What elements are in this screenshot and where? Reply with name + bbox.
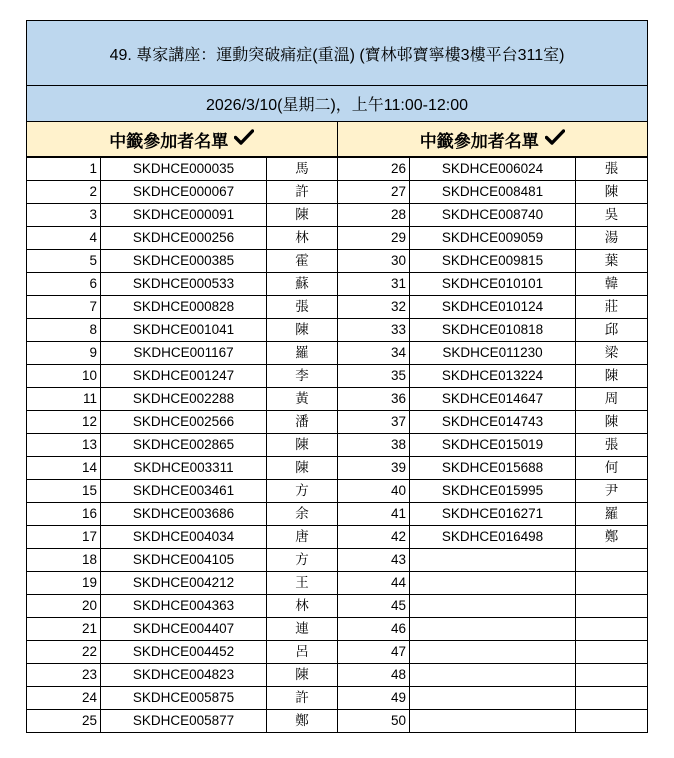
left-surname-cell: 方	[267, 480, 338, 503]
right-surname-cell: 湯	[576, 227, 648, 250]
left-code-cell: SKDHCE005875	[101, 687, 267, 710]
left-number-cell: 14	[27, 457, 101, 480]
lottery-result-sheet	[26, 20, 648, 733]
right-surname-cell: 何	[576, 457, 648, 480]
list-header-right-label: 中籤參加者名單	[419, 131, 539, 151]
table-row	[27, 388, 648, 411]
right-code-cell: SKDHCE008481	[410, 181, 576, 204]
left-number-cell: 18	[27, 549, 101, 572]
table-row	[27, 641, 648, 664]
table-row	[27, 319, 648, 342]
left-code-cell: SKDHCE004212	[101, 572, 267, 595]
table-row	[27, 296, 648, 319]
table-row	[27, 480, 648, 503]
left-surname-cell: 王	[267, 572, 338, 595]
left-surname-cell: 黃	[267, 388, 338, 411]
right-code-cell	[410, 664, 576, 687]
left-surname-cell: 方	[267, 549, 338, 572]
right-surname-cell: 吳	[576, 204, 648, 227]
right-number-cell: 30	[338, 250, 410, 273]
right-number-cell: 36	[338, 388, 410, 411]
left-code-cell: SKDHCE004363	[101, 595, 267, 618]
right-code-cell: SKDHCE016271	[410, 503, 576, 526]
left-code-cell: SKDHCE004105	[101, 549, 267, 572]
left-number-cell: 1	[27, 158, 101, 181]
list-header-left-label: 中籤參加者名單	[109, 131, 229, 151]
left-number-cell: 2	[27, 181, 101, 204]
right-number-cell: 50	[338, 710, 410, 733]
right-surname-cell: 周	[576, 388, 648, 411]
right-code-cell: SKDHCE013224	[410, 365, 576, 388]
left-number-cell: 20	[27, 595, 101, 618]
left-code-cell: SKDHCE005877	[101, 710, 267, 733]
left-number-cell: 5	[27, 250, 101, 273]
right-surname-cell: 羅	[576, 503, 648, 526]
right-surname-cell: 張	[576, 434, 648, 457]
right-code-cell	[410, 710, 576, 733]
right-surname-cell	[576, 710, 648, 733]
table-row	[27, 342, 648, 365]
left-surname-cell: 余	[267, 503, 338, 526]
event-title: 49. 專家講座：運動突破痛症(重溫) (寶林邨寶寧樓3樓平台311室)	[26, 20, 648, 86]
left-surname-cell: 霍	[267, 250, 338, 273]
right-surname-cell: 陳	[576, 365, 648, 388]
right-surname-cell: 莊	[576, 296, 648, 319]
check-icon	[545, 129, 565, 150]
table-row	[27, 687, 648, 710]
left-surname-cell: 馬	[267, 158, 338, 181]
right-number-cell: 41	[338, 503, 410, 526]
left-number-cell: 4	[27, 227, 101, 250]
table-row	[27, 227, 648, 250]
left-number-cell: 25	[27, 710, 101, 733]
left-code-cell: SKDHCE004823	[101, 664, 267, 687]
left-number-cell: 7	[27, 296, 101, 319]
right-number-cell: 44	[338, 572, 410, 595]
right-number-cell: 34	[338, 342, 410, 365]
left-surname-cell: 許	[267, 181, 338, 204]
table-row	[27, 411, 648, 434]
right-number-cell: 35	[338, 365, 410, 388]
table-row	[27, 572, 648, 595]
left-code-cell: SKDHCE000091	[101, 204, 267, 227]
right-number-cell: 47	[338, 641, 410, 664]
right-code-cell: SKDHCE014647	[410, 388, 576, 411]
right-surname-cell: 張	[576, 158, 648, 181]
left-number-cell: 3	[27, 204, 101, 227]
table-row	[27, 204, 648, 227]
list-header-left	[27, 122, 338, 156]
left-code-cell: SKDHCE004407	[101, 618, 267, 641]
left-code-cell: SKDHCE002865	[101, 434, 267, 457]
table-row	[27, 549, 648, 572]
left-code-cell: SKDHCE003311	[101, 457, 267, 480]
left-number-cell: 13	[27, 434, 101, 457]
left-number-cell: 12	[27, 411, 101, 434]
left-number-cell: 6	[27, 273, 101, 296]
left-code-cell: SKDHCE001167	[101, 342, 267, 365]
right-surname-cell: 陳	[576, 181, 648, 204]
right-surname-cell: 陳	[576, 411, 648, 434]
table-row	[27, 618, 648, 641]
table-row	[27, 434, 648, 457]
right-code-cell: SKDHCE009059	[410, 227, 576, 250]
right-surname-cell	[576, 664, 648, 687]
right-code-cell: SKDHCE010101	[410, 273, 576, 296]
left-code-cell: SKDHCE004452	[101, 641, 267, 664]
right-number-cell: 46	[338, 618, 410, 641]
left-surname-cell: 陳	[267, 434, 338, 457]
left-surname-cell: 羅	[267, 342, 338, 365]
left-code-cell: SKDHCE000256	[101, 227, 267, 250]
right-code-cell: SKDHCE015688	[410, 457, 576, 480]
left-code-cell: SKDHCE000828	[101, 296, 267, 319]
left-number-cell: 19	[27, 572, 101, 595]
left-surname-cell: 陳	[267, 319, 338, 342]
left-surname-cell: 許	[267, 687, 338, 710]
table-row	[27, 710, 648, 733]
left-surname-cell: 陳	[267, 204, 338, 227]
right-surname-cell: 鄭	[576, 526, 648, 549]
right-surname-cell	[576, 549, 648, 572]
right-code-cell: SKDHCE015995	[410, 480, 576, 503]
right-number-cell: 37	[338, 411, 410, 434]
left-number-cell: 11	[27, 388, 101, 411]
right-number-cell: 42	[338, 526, 410, 549]
right-surname-cell: 尹	[576, 480, 648, 503]
left-code-cell: SKDHCE000533	[101, 273, 267, 296]
right-surname-cell	[576, 572, 648, 595]
right-number-cell: 26	[338, 158, 410, 181]
left-number-cell: 24	[27, 687, 101, 710]
right-number-cell: 32	[338, 296, 410, 319]
left-code-cell: SKDHCE000035	[101, 158, 267, 181]
right-surname-cell: 葉	[576, 250, 648, 273]
right-number-cell: 27	[338, 181, 410, 204]
participant-table	[26, 157, 648, 733]
table-row	[27, 503, 648, 526]
right-code-cell: SKDHCE009815	[410, 250, 576, 273]
right-surname-cell	[576, 687, 648, 710]
left-surname-cell: 呂	[267, 641, 338, 664]
left-surname-cell: 林	[267, 227, 338, 250]
right-number-cell: 49	[338, 687, 410, 710]
left-number-cell: 10	[27, 365, 101, 388]
left-number-cell: 22	[27, 641, 101, 664]
left-code-cell: SKDHCE003686	[101, 503, 267, 526]
table-row	[27, 595, 648, 618]
right-number-cell: 48	[338, 664, 410, 687]
left-number-cell: 9	[27, 342, 101, 365]
right-surname-cell: 邱	[576, 319, 648, 342]
right-surname-cell	[576, 641, 648, 664]
right-code-cell	[410, 549, 576, 572]
right-number-cell: 45	[338, 595, 410, 618]
left-code-cell: SKDHCE004034	[101, 526, 267, 549]
right-surname-cell: 梁	[576, 342, 648, 365]
left-code-cell: SKDHCE000385	[101, 250, 267, 273]
right-code-cell	[410, 641, 576, 664]
table-row	[27, 273, 648, 296]
right-code-cell: SKDHCE010818	[410, 319, 576, 342]
left-code-cell: SKDHCE001247	[101, 365, 267, 388]
table-row	[27, 457, 648, 480]
left-surname-cell: 潘	[267, 411, 338, 434]
left-number-cell: 17	[27, 526, 101, 549]
left-surname-cell: 張	[267, 296, 338, 319]
left-surname-cell: 李	[267, 365, 338, 388]
table-row	[27, 181, 648, 204]
right-surname-cell: 韓	[576, 273, 648, 296]
right-number-cell: 29	[338, 227, 410, 250]
right-number-cell: 43	[338, 549, 410, 572]
right-code-cell: SKDHCE006024	[410, 158, 576, 181]
right-number-cell: 33	[338, 319, 410, 342]
left-surname-cell: 蘇	[267, 273, 338, 296]
right-code-cell: SKDHCE010124	[410, 296, 576, 319]
left-surname-cell: 陳	[267, 664, 338, 687]
right-number-cell: 40	[338, 480, 410, 503]
right-code-cell: SKDHCE011230	[410, 342, 576, 365]
right-code-cell: SKDHCE008740	[410, 204, 576, 227]
right-code-cell: SKDHCE016498	[410, 526, 576, 549]
left-code-cell: SKDHCE000067	[101, 181, 267, 204]
right-code-cell	[410, 618, 576, 641]
right-surname-cell	[576, 595, 648, 618]
right-code-cell	[410, 572, 576, 595]
left-number-cell: 16	[27, 503, 101, 526]
right-number-cell: 28	[338, 204, 410, 227]
left-code-cell: SKDHCE001041	[101, 319, 267, 342]
left-number-cell: 8	[27, 319, 101, 342]
left-code-cell: SKDHCE003461	[101, 480, 267, 503]
list-header-row	[26, 122, 648, 157]
table-row	[27, 526, 648, 549]
table-row	[27, 250, 648, 273]
left-code-cell: SKDHCE002288	[101, 388, 267, 411]
left-surname-cell: 鄭	[267, 710, 338, 733]
table-row	[27, 365, 648, 388]
list-header-right	[338, 122, 648, 156]
right-number-cell: 39	[338, 457, 410, 480]
left-surname-cell: 林	[267, 595, 338, 618]
right-code-cell	[410, 595, 576, 618]
right-surname-cell	[576, 618, 648, 641]
left-number-cell: 21	[27, 618, 101, 641]
left-surname-cell: 陳	[267, 457, 338, 480]
right-code-cell	[410, 687, 576, 710]
left-surname-cell: 連	[267, 618, 338, 641]
left-number-cell: 23	[27, 664, 101, 687]
table-row	[27, 664, 648, 687]
check-icon	[234, 129, 254, 150]
right-code-cell: SKDHCE014743	[410, 411, 576, 434]
left-code-cell: SKDHCE002566	[101, 411, 267, 434]
table-row	[27, 158, 648, 181]
event-date: 2026/3/10(星期二)，上午11:00-12:00	[26, 86, 648, 122]
left-surname-cell: 唐	[267, 526, 338, 549]
right-code-cell: SKDHCE015019	[410, 434, 576, 457]
right-number-cell: 31	[338, 273, 410, 296]
right-number-cell: 38	[338, 434, 410, 457]
left-number-cell: 15	[27, 480, 101, 503]
